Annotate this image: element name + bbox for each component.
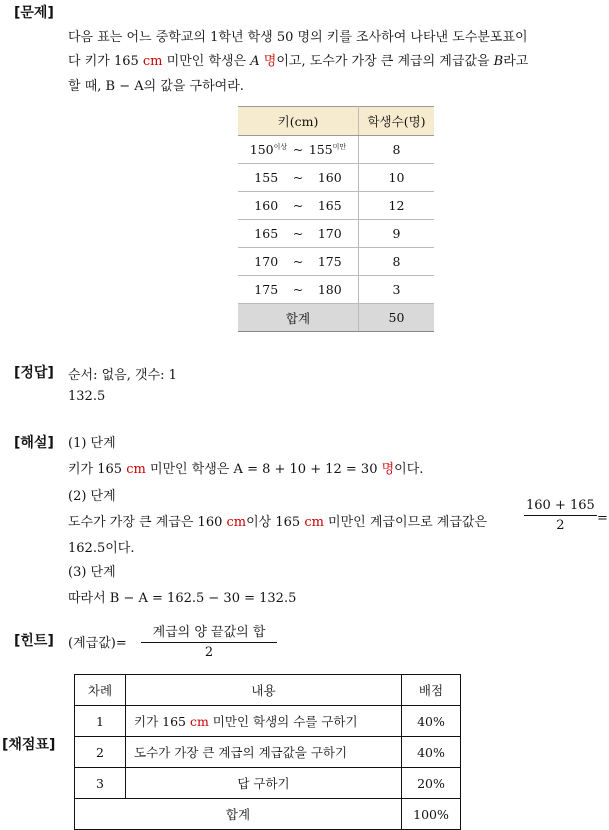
rubric-table — [74, 674, 461, 830]
rubric-total-label: 합계 — [75, 799, 402, 830]
freq-range: 155 ~ 160 — [238, 164, 359, 192]
freq-count: 12 — [359, 192, 435, 220]
rubric-label: [채점표] — [2, 737, 56, 753]
freq-total-value: 50 — [359, 304, 435, 332]
freq-row — [238, 136, 434, 164]
rubric-total-row — [75, 799, 461, 830]
problem-line-1: 다음 표는 어느 중학교의 1학년 학생 50 명의 키를 조사하여 나타낸 도수분포표이 — [68, 30, 528, 45]
freq-header-count: 학생수(명) — [359, 107, 435, 136]
freq-count: 8 — [359, 248, 435, 276]
freq-row — [238, 276, 434, 304]
rubric-row — [75, 768, 461, 799]
problem-label: [문제] — [14, 5, 54, 21]
step2-heading: (2) 단계 — [68, 489, 116, 504]
freq-count: 8 — [359, 136, 435, 164]
rubric-row — [75, 737, 461, 768]
answer-label: [정답] — [14, 365, 54, 381]
hint-lhs: (계급값)= — [68, 636, 127, 651]
rubric-row-no: 2 — [75, 737, 126, 768]
rubric-header-score: 배점 — [402, 675, 461, 706]
freq-range: 170 ~ 175 — [238, 248, 359, 276]
answer-meta: 순서: 없음, 갯수: 1 — [68, 368, 177, 383]
rubric-row-content: 답 구하기 — [126, 768, 402, 799]
freq-range: 160 ~ 165 — [238, 192, 359, 220]
hint-label: [힌트] — [14, 633, 54, 649]
freq-total-row — [238, 304, 434, 332]
freq-range: 175 ~ 180 — [238, 276, 359, 304]
frequency-table — [238, 106, 434, 332]
problem-line-2: 다 키가 165 cm 미만인 학생은 A 명이고, 도수가 가장 큰 계급의 계급값을 B라고 — [68, 54, 529, 69]
explanation-label: [해설] — [14, 435, 54, 451]
step2-equals: = — [597, 511, 608, 526]
hint-fraction: 계급의 양 끝값의 합 2 — [141, 621, 277, 660]
freq-row — [238, 248, 434, 276]
rubric-row-content: 키가 165 cm 미만인 학생의 수를 구하기 — [126, 706, 402, 737]
rubric-total-score: 100% — [402, 799, 461, 830]
rubric-header-order: 차례 — [75, 675, 126, 706]
step1-heading: (1) 단계 — [68, 436, 116, 451]
rubric-row — [75, 706, 461, 737]
freq-range: 165 ~ 170 — [238, 220, 359, 248]
step2-result: 162.5이다. — [68, 541, 135, 556]
freq-count: 10 — [359, 164, 435, 192]
rubric-row-score: 40% — [402, 706, 461, 737]
freq-row — [238, 220, 434, 248]
step3-heading: (3) 단계 — [68, 565, 116, 580]
rubric-row-score: 40% — [402, 737, 461, 768]
freq-range: $150^{이상}$ ~ $155^{미만}$ — [238, 136, 359, 164]
rubric-row-no: 1 — [75, 706, 126, 737]
rubric-row-no: 3 — [75, 768, 126, 799]
rubric-row-content: 도수가 가장 큰 계급의 계급값을 구하기 — [126, 737, 402, 768]
answer-value: 132.5 — [68, 389, 106, 404]
freq-row — [238, 192, 434, 220]
step1-text: 키가 165 cm 미만인 학생은 A = 8 + 10 + 12 = 30 명이다. — [68, 462, 424, 477]
freq-count: 9 — [359, 220, 435, 248]
step2-text: 도수가 가장 큰 계급은 160 cm이상 165 cm 미만인 계급이므로 계급값은 — [68, 515, 488, 530]
step2-fraction: $\frac{160 + 165}{2}$ — [526, 498, 595, 533]
rubric-header-content: 내용 — [126, 675, 402, 706]
problem-line-3: 할 때, B − A의 값을 구하여라. — [68, 79, 244, 94]
freq-row — [238, 164, 434, 192]
freq-header-height: 키(cm) — [238, 107, 359, 136]
freq-total-label: 합계 — [238, 304, 359, 332]
rubric-row-score: 20% — [402, 768, 461, 799]
freq-count: 3 — [359, 276, 435, 304]
step3-text: 따라서 B − A = 162.5 − 30 = 132.5 — [68, 591, 297, 606]
